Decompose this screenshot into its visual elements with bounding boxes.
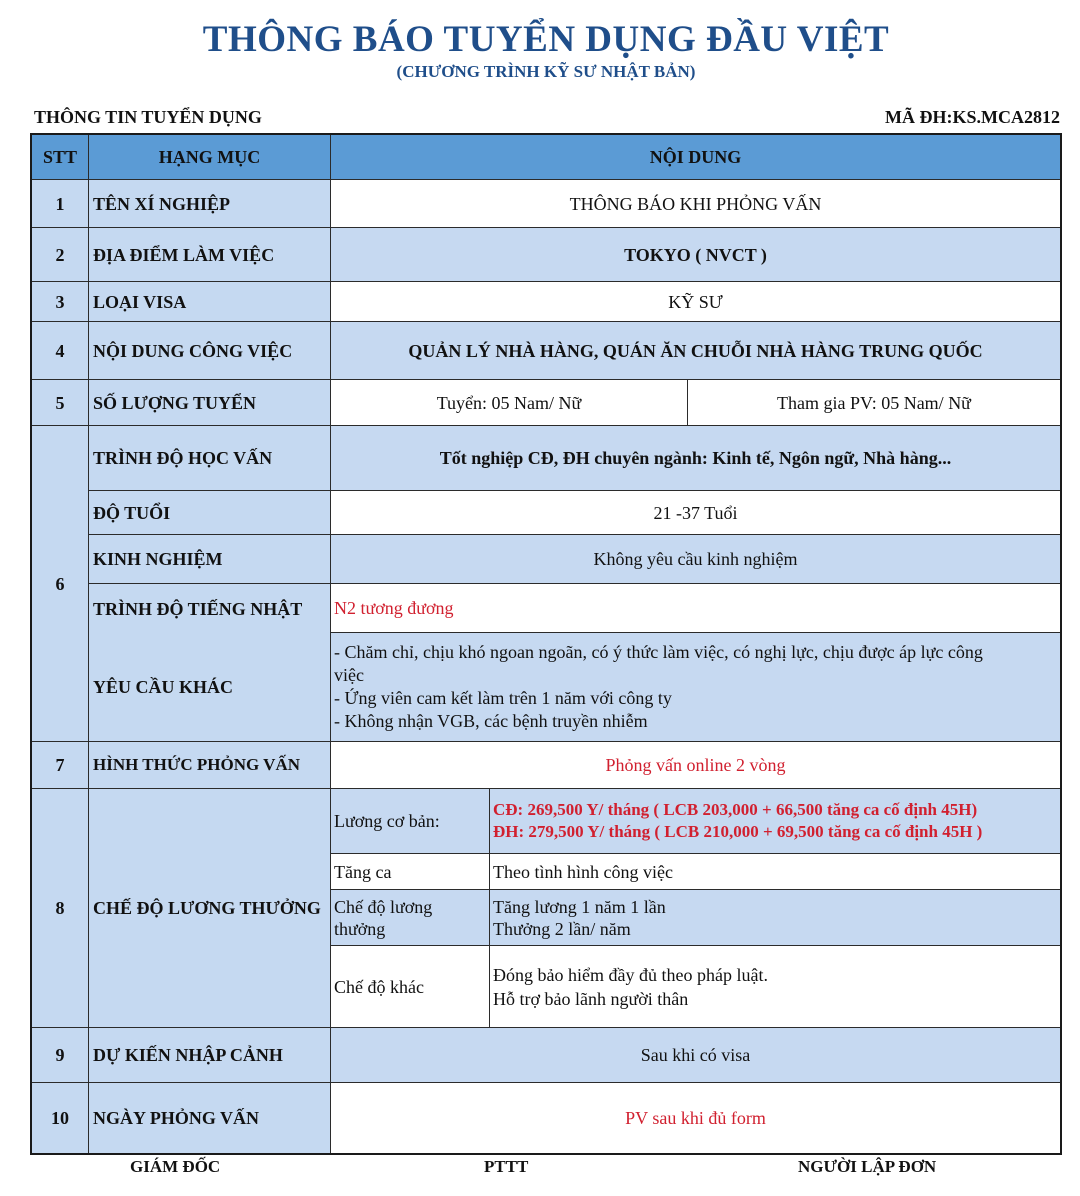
signature-preparer: NGƯỜI LẬP ĐƠN: [798, 1157, 937, 1176]
compensation-value-other: [490, 946, 1060, 1028]
row-value-visa-type: KỸ SƯ: [331, 282, 1060, 322]
compensation-label-overtime: Tăng ca: [331, 854, 490, 890]
row-label-interview-format: HÌNH THỨC PHỎNG VẤN: [89, 742, 331, 789]
row-label-expected-entry: DỰ KIẾN NHẬP CẢNH: [89, 1028, 331, 1083]
row-label-job-description: NỘI DUNG CÔNG VIỆC: [89, 322, 331, 380]
row-number: 10: [32, 1083, 89, 1153]
row-number: 7: [32, 742, 89, 789]
page-title: THÔNG BÁO TUYỂN DỤNG ĐẦU VIỆT: [202, 19, 890, 60]
row-value-age: 21 -37 Tuổi: [331, 491, 1060, 535]
row-value-headcount-interview: Tham gia PV: 05 Nam/ Nữ: [688, 380, 1060, 426]
row-label-other-requirements: YÊU CẦU KHÁC: [89, 633, 331, 742]
row-label-compensation: CHẾ ĐỘ LƯƠNG THƯỞNG: [89, 789, 331, 1028]
row-number: 5: [32, 380, 89, 426]
row-number: 2: [32, 228, 89, 282]
compensation-value-bonus: [490, 890, 1060, 946]
row-value-interview-format: Phỏng vấn online 2 vòng: [331, 742, 1060, 789]
recruitment-table: [30, 133, 1062, 1155]
benefit-line: Đóng bảo hiểm đầy đủ theo pháp luật.: [493, 964, 768, 985]
row-number: 8: [32, 789, 89, 1028]
requirement-line: - Chăm chỉ, chịu khó ngoan ngoãn, có ý thức làm việc, có nghị lực, chịu được áp lực công: [334, 642, 983, 662]
row-value-education: Tốt nghiệp CĐ, ĐH chuyên ngành: Kinh tế, Ngôn ngữ, Nhà hàng...: [331, 426, 1060, 491]
compensation-label-other: Chế độ khác: [331, 946, 490, 1028]
column-header-content: NỘI DUNG: [331, 135, 1060, 180]
requirement-line: - Không nhận VGB, các bệnh truyền nhiễm: [334, 711, 648, 731]
compensation-label-base-salary: Lương cơ bản:: [331, 789, 490, 854]
row-label-japanese-level: TRÌNH ĐỘ TIẾNG NHẬT: [89, 584, 331, 633]
row-label-education: TRÌNH ĐỘ HỌC VẤN: [89, 426, 331, 491]
compensation-value-base-salary: [490, 789, 1060, 854]
row-number: 1: [32, 180, 89, 228]
row-value-headcount-hire: Tuyển: 05 Nam/ Nữ: [331, 380, 688, 426]
signature-pttt: PTTT: [484, 1157, 529, 1176]
order-code: MÃ ĐH:KS.MCA2812: [885, 107, 1060, 127]
row-label-age: ĐỘ TUỔI: [89, 491, 331, 535]
row-label-experience: KINH NGHIỆM: [89, 535, 331, 584]
salary-line-university: ĐH: 279,500 Y/ tháng ( LCB 210,000 + 69,500 tăng ca cố định 45H ): [493, 822, 983, 841]
row-label-headcount: SỐ LƯỢNG TUYỂN: [89, 380, 331, 426]
row-label-visa-type: LOẠI VISA: [89, 282, 331, 322]
page-subtitle: (CHƯƠNG TRÌNH KỸ SƯ NHẬT BẢN): [396, 62, 696, 81]
bonus-line: Thưởng 2 lần/ năm: [493, 918, 631, 939]
row-number: 9: [32, 1028, 89, 1083]
row-value-company: THÔNG BÁO KHI PHỎNG VẤN: [331, 180, 1060, 228]
salary-line-college: CĐ: 269,500 Y/ tháng ( LCB 203,000 + 66,500 tăng ca cố định 45H): [493, 800, 978, 819]
row-label-interview-date: NGÀY PHỎNG VẤN: [89, 1083, 331, 1153]
requirement-line: việc: [334, 665, 364, 685]
benefit-line: Hỗ trợ bảo lãnh người thân: [493, 988, 689, 1009]
row-value-expected-entry: Sau khi có visa: [331, 1028, 1060, 1083]
row-value-job-description: QUẢN LÝ NHÀ HÀNG, QUÁN ĂN CHUỖI NHÀ HÀNG TRUNG QUỐC: [331, 322, 1060, 380]
bonus-label-line: thưởng: [334, 918, 386, 939]
compensation-label-bonus: [331, 890, 490, 946]
row-value-interview-date: PV sau khi đủ form: [331, 1083, 1060, 1153]
row-label-location: ĐỊA ĐIỂM LÀM VIỆC: [89, 228, 331, 282]
column-header-category: HẠNG MỤC: [89, 135, 331, 180]
row-value-location: TOKYO ( NVCT ): [331, 228, 1060, 282]
row-label-company: TÊN XÍ NGHIỆP: [89, 180, 331, 228]
column-header-stt: STT: [32, 135, 89, 180]
row-number: 6: [32, 426, 89, 742]
compensation-value-overtime: Theo tình hình công việc: [490, 854, 1060, 890]
row-number: 3: [32, 282, 89, 322]
bonus-line: Tăng lương 1 năm 1 lần: [493, 896, 666, 917]
bonus-label-line: Chế độ lương: [334, 896, 433, 917]
row-value-japanese-level: N2 tương đương: [331, 584, 1060, 633]
row-value-other-requirements: [331, 633, 1060, 742]
requirement-line: - Ứng viên cam kết làm trên 1 năm với công ty: [334, 688, 672, 708]
section-label: THÔNG TIN TUYỂN DỤNG: [34, 107, 262, 127]
row-value-experience: Không yêu cầu kinh nghiệm: [331, 535, 1060, 584]
row-number: 4: [32, 322, 89, 380]
signature-director: GIÁM ĐỐC: [130, 1157, 221, 1176]
